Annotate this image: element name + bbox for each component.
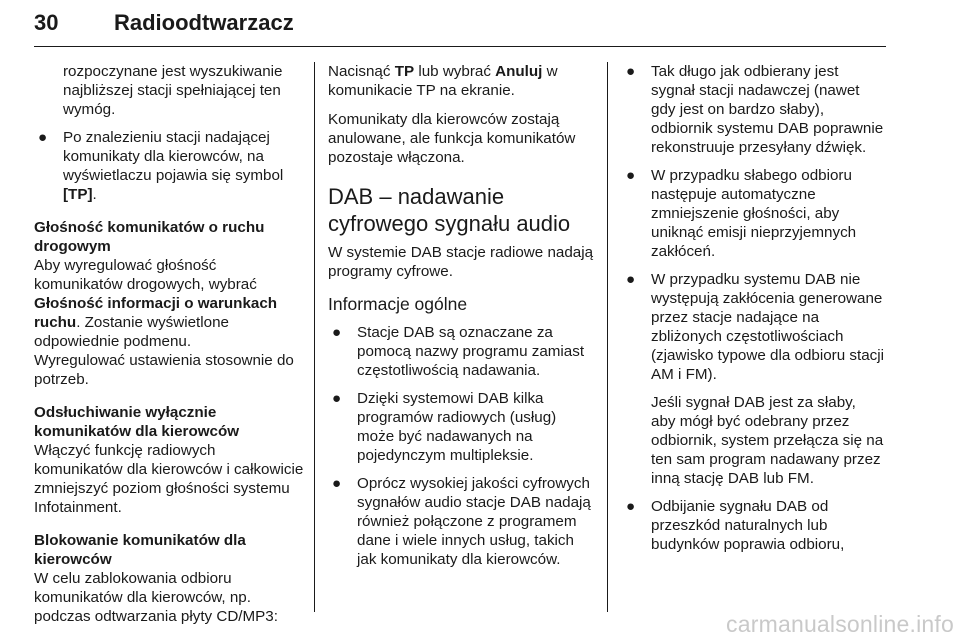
bullet-text: W przypadku systemu DAB nie występują zakłócenia generowane przez stacje nadające na zbliżonych częstotliwościach (zjawisko typowe dla odbioru stacji AM i FM). <box>651 271 884 383</box>
column-divider-2 <box>607 62 608 612</box>
bullet-icon: ● <box>332 390 342 407</box>
bullet-text: Oprócz wysokiej jakości cyfrowych sygnałów audio stacje DAB nadają również połączone z programem dane i wiele innych usług, takich jak komunikaty dla kierowców. <box>357 475 591 568</box>
bullet-icon: ● <box>626 498 636 515</box>
bullet-icon: ● <box>38 129 48 146</box>
column-1 <box>34 62 306 626</box>
paragraph <box>328 62 596 100</box>
list-item <box>328 323 596 380</box>
bullet-text: Odbijanie sygnału DAB od przeszkód naturalnych lub budynków poprawia odbioru, <box>651 498 845 553</box>
list-item <box>622 497 884 554</box>
paragraph: W systemie DAB stacje radiowe nadają programy cyfrowe. <box>328 244 594 280</box>
page-header <box>34 6 886 50</box>
page-number: 30 <box>34 10 59 35</box>
list-item <box>34 128 306 204</box>
subheading-listen-only: Odsłuchiwanie wyłącznie komunikatów dla kierowców <box>34 404 240 440</box>
paragraph-text: Nacisnąć <box>328 63 395 80</box>
column-divider-1 <box>314 62 315 612</box>
section-block-announcements <box>34 531 306 626</box>
bullet-text-end: . <box>92 186 97 203</box>
bullet-list <box>34 128 306 204</box>
bullet-list <box>622 62 884 554</box>
bullet-icon: ● <box>332 475 342 492</box>
bullet-icon: ● <box>626 167 636 184</box>
list-item <box>328 474 596 569</box>
paragraph: Wyregulować ustawienia stosownie do potrzeb. <box>34 352 294 388</box>
paragraph: W celu zablokowania odbioru komunikatów dla kierowców, np. podczas odtwarzania płyty CD/MP3: <box>34 570 278 625</box>
list-item <box>622 166 884 261</box>
tp-button-name: TP <box>394 63 415 80</box>
header-rule <box>34 46 886 47</box>
list-item <box>622 270 884 488</box>
bullet-icon: ● <box>626 63 636 80</box>
bullet-icon: ● <box>626 271 636 288</box>
bullet-text: W przypadku słabego odbioru następuje automatyczne zmniejszenie głośności, aby uniknąć emisji nieprzyjemnych zakłóceń. <box>651 167 857 260</box>
watermark-link[interactable]: carmanualsonline.info <box>726 611 954 637</box>
bullet-subparagraph: Jeśli sygnał DAB jest za słaby, aby mógł być odebrany przez odbiornik, system przełącza się na ten sam program nadawany przez inną stację DAB lub FM. <box>651 394 884 487</box>
paragraph-text: . Zostanie wyświetlone odpowiednie podmenu. <box>34 314 229 350</box>
subsection-title-general: Informacje ogólne <box>328 294 468 314</box>
subheading-block-announcements: Blokowanie komunikatów dla kierowców <box>34 532 246 568</box>
bullet-list <box>328 323 596 569</box>
bullet-icon: ● <box>332 324 342 341</box>
bullet-text: Tak długo jak odbierany jest sygnał stacji nadawczej (nawet gdy jest on bardzo słaby), odbiornik systemu DAB poprawnie rekonstruuje przesyłany dźwięk. <box>651 63 884 156</box>
continued-bullet-text: rozpoczynane jest wyszukiwanie najbliższej stacji spełniającej ten wymóg. <box>63 63 283 118</box>
subheading-traffic-volume: Głośność komunikatów o ruchu drogowym <box>34 219 265 255</box>
paragraph-text: lub wybrać <box>414 63 496 80</box>
paragraph-text: Aby wyregulować głośność komunikatów drogowych, wybrać <box>34 257 257 293</box>
page-title: Radioodtwarzacz <box>114 10 294 35</box>
section-title-dab: DAB – nadawanie cyfrowego sygnału audio <box>328 184 571 236</box>
column-3 <box>622 62 884 563</box>
section-traffic-volume <box>34 218 306 389</box>
paragraph: Komunikaty dla kierowców zostają anulowane, ale funkcja komunikatów pozostaje włączona. <box>328 111 576 166</box>
list-item <box>622 62 884 157</box>
menu-option-name: Głośność informacji o warunkach ruchu <box>34 295 278 331</box>
bullet-text: Dzięki systemowi DAB kilka programów radiowych (usług) może być nadawanych na pojedynczym multipleksie. <box>357 390 557 464</box>
section-listen-only <box>34 403 306 517</box>
paragraph-text: w komunikacie TP na ekranie. <box>328 63 558 99</box>
column-2 <box>328 62 596 578</box>
tp-symbol: [TP] <box>63 186 93 203</box>
cancel-option-name: Anuluj <box>495 63 543 80</box>
bullet-text: Stacje DAB są oznaczane za pomocą nazwy programu zamiast częstotliwością nadawania. <box>357 324 585 379</box>
paragraph <box>34 256 306 351</box>
list-item <box>328 389 596 465</box>
bullet-text: Po znalezieniu stacji nadającej komunikaty dla kierowców, na wyświetlaczu pojawia się symbol <box>63 129 284 184</box>
paragraph: Włączyć funkcję radiowych komunikatów dla kierowców i całkowicie zmniejszyć poziom głośności systemu Infotainment. <box>34 442 304 516</box>
